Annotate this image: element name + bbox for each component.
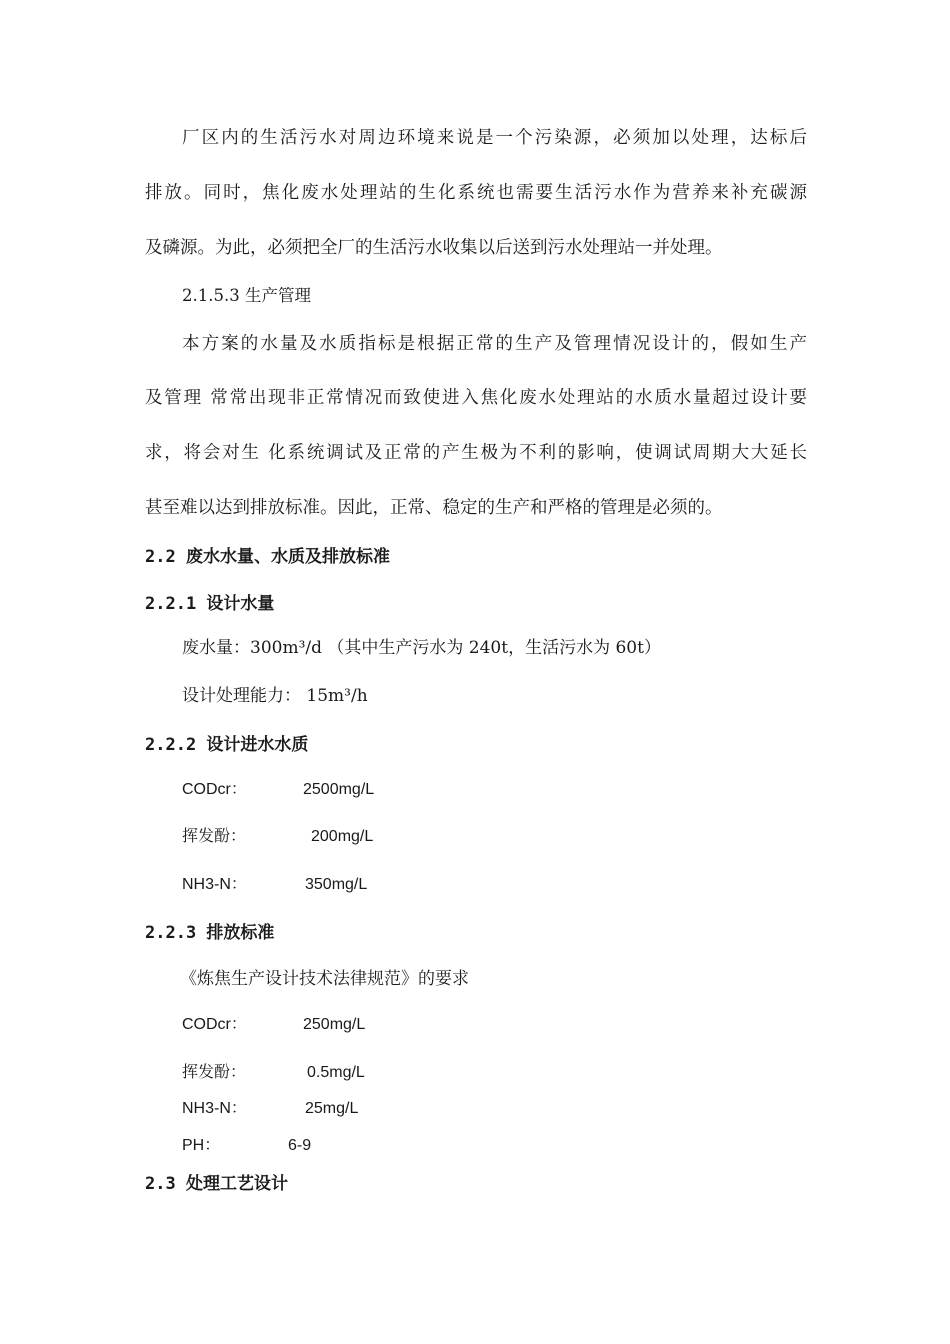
item-label: 挥发酚：	[182, 828, 247, 845]
paragraph-line: 甚至难以达到排放标准。因此，正常、稳定的生产和严格的管理是必须的。	[145, 498, 723, 518]
inflow-item-nh3n	[182, 873, 368, 897]
subsection-title-production-management: 2.1.5.3 生产管理	[182, 286, 311, 305]
item-label: NH3-N：	[182, 876, 247, 893]
item-label: CODcr：	[182, 1016, 247, 1033]
discharge-item-ph	[182, 1134, 312, 1158]
inflow-item-codcr	[182, 778, 375, 802]
paragraph-line: 求，将会对生 化系统调试及正常的产生极为不利的影响，使调试周期大大延长	[145, 443, 807, 463]
item-label: CODcr：	[182, 781, 247, 798]
section-title-2-2: 2.2 废水水量、水质及排放标准	[145, 547, 390, 567]
item-value: 250mg/L	[303, 1016, 366, 1033]
discharge-standard-reference: 《炼焦生产设计技术法律规范》的要求	[180, 969, 469, 989]
item-value: 2500mg/L	[303, 781, 375, 798]
discharge-item-codcr	[182, 1013, 366, 1037]
item-value: 6-9	[288, 1137, 312, 1154]
wastewater-volume: 废水量：300m³/d （其中生产污水为 240t，生活污水为 60t）	[182, 638, 661, 658]
item-value: 200mg/L	[311, 828, 374, 845]
item-value: 350mg/L	[305, 876, 368, 893]
paragraph-line: 及磷源。为此，必须把全厂的生活污水收集以后送到污水处理站一并处理。	[145, 238, 723, 258]
item-value: 25mg/L	[305, 1100, 359, 1117]
paragraph-line: 本方案的水量及水质指标是根据正常的生产及管理情况设计的，假如生产	[182, 334, 807, 354]
item-label: 挥发酚：	[182, 1064, 247, 1081]
item-value: 0.5mg/L	[307, 1064, 365, 1081]
item-label: NH3-N：	[182, 1100, 247, 1117]
section-title-2-2-1: 2.2.1 设计水量	[145, 594, 275, 614]
section-title-2-2-2: 2.2.2 设计进水水质	[145, 735, 309, 755]
paragraph-line: 排放。同时，焦化废水处理站的生化系统也需要生活污水作为营养来补充碳源	[145, 183, 807, 203]
treatment-capacity: 设计处理能力： 15m³/h	[182, 686, 368, 706]
section-title-2-2-3: 2.2.3 排放标准	[145, 923, 275, 943]
paragraph-line: 厂区内的生活污水对周边环境来说是一个污染源，必须加以处理，达标后	[182, 128, 807, 148]
paragraph-line: 及管理 常常出现非正常情况而致使进入焦化废水处理站的水质水量超过设计要	[145, 388, 807, 408]
discharge-item-phenol	[182, 1061, 365, 1085]
section-title-2-3: 2.3 处理工艺设计	[145, 1174, 288, 1194]
item-label: PH：	[182, 1137, 221, 1154]
discharge-item-nh3n	[182, 1097, 359, 1121]
inflow-item-phenol	[182, 825, 374, 849]
